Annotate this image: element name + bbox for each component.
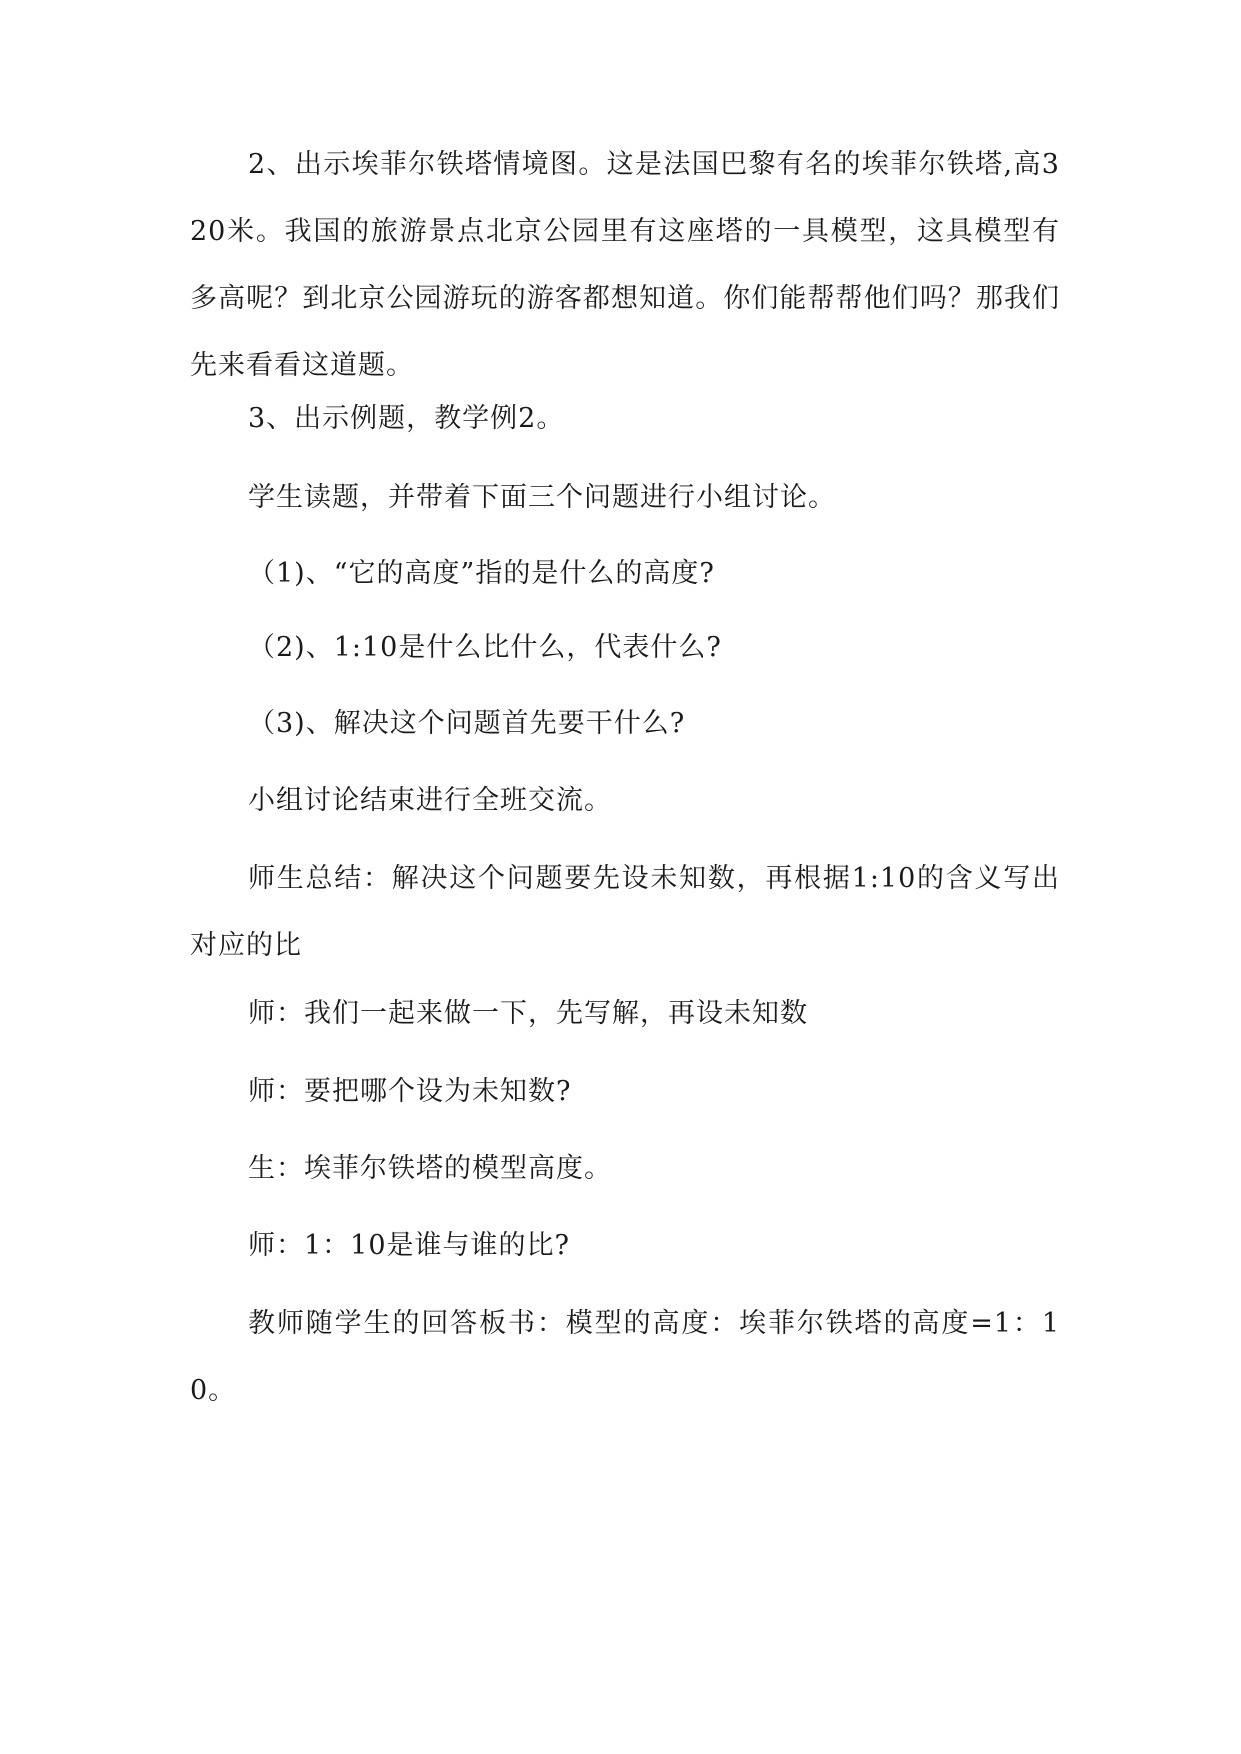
- paragraph-board-writing: 教师随学生的回答板书：模型的高度：埃菲尔铁塔的高度=1：10。: [190, 1308, 1060, 1406]
- paragraph-question-3: （3)、解决这个问题首先要干什么?: [248, 708, 686, 739]
- paragraph-student-answer: 生：埃菲尔铁塔的模型高度。: [248, 1153, 612, 1184]
- paragraph-group-discussion: 学生读题，并带着下面三个问题进行小组讨论。: [248, 482, 836, 513]
- paragraph-class-exchange: 小组讨论结束进行全班交流。: [248, 785, 612, 816]
- paragraph-teacher-question: 师：要把哪个设为未知数?: [248, 1076, 572, 1107]
- paragraph-eiffel-intro: 2、出示埃菲尔铁塔情境图。这是法国巴黎有名的埃菲尔铁塔,高320米。我国的旅游景点北京公园里有这座塔的一具模型，这具模型有多高呢？到北京公园游玩的游客都想知道。你们能帮帮他们吗？那我们先来看看这道题。: [190, 149, 1060, 381]
- paragraph-example-2: 3、出示例题，教学例2。: [248, 403, 565, 434]
- paragraph-question-2: （2)、1:10是什么比什么，代表什么?: [248, 632, 722, 663]
- paragraph-ratio-question: 师：1：10是谁与谁的比?: [248, 1230, 571, 1261]
- paragraph-question-1: （1)、“它的高度”指的是什么的高度?: [248, 558, 715, 589]
- paragraph-summary: 师生总结：解决这个问题要先设未知数，再根据1:10的含义写出对应的比: [190, 863, 1060, 961]
- paragraph-teacher-solve: 师：我们一起来做一下，先写解，再设未知数: [248, 998, 808, 1029]
